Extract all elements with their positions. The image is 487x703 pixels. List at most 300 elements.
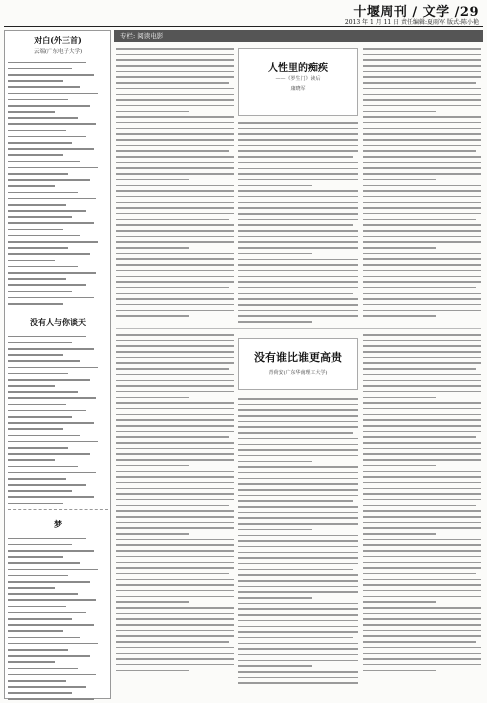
text-line: [8, 253, 90, 255]
sect2-title: 没有人与你谈天: [30, 317, 86, 327]
text-line: [116, 419, 234, 421]
text-line: [363, 419, 481, 421]
text-line: [363, 48, 481, 50]
text-line: [8, 593, 78, 595]
text-line: [238, 557, 358, 559]
text-line: [8, 303, 63, 305]
text-line: [8, 618, 72, 620]
text-line: [238, 472, 358, 474]
text-line: [238, 298, 358, 300]
text-line: [8, 422, 94, 424]
text-line: [116, 99, 234, 101]
text-line: [238, 489, 358, 491]
text-line: [238, 597, 312, 599]
text-line: [363, 641, 476, 643]
text-line: [116, 105, 234, 107]
text-line: [8, 379, 90, 381]
text-line: [238, 276, 358, 278]
text-line: [363, 202, 481, 204]
text-line: [238, 156, 353, 158]
text-line: [363, 150, 476, 152]
text-line: [363, 88, 481, 90]
text-line: [116, 156, 234, 158]
text-line: [238, 603, 358, 605]
text-line: [116, 453, 234, 455]
text-line: [363, 442, 481, 444]
text-line: [8, 655, 90, 657]
text-line: [363, 293, 481, 295]
text-line: [238, 150, 358, 152]
text-line: [8, 235, 80, 237]
text-line: [8, 391, 78, 393]
text-line: [363, 527, 481, 529]
text-line: [8, 198, 96, 200]
text-line: [238, 626, 358, 628]
text-line: [363, 556, 481, 558]
story1-subtitle: ——《罗生门》读后: [275, 76, 321, 82]
text-line: [238, 122, 358, 124]
text-line: [116, 374, 234, 376]
text-line: [8, 674, 96, 676]
text-line: [238, 506, 358, 508]
poem1-title: 对白(外三首): [34, 35, 82, 45]
text-line: [363, 345, 481, 347]
mid-rule: [116, 328, 481, 329]
text-line: [363, 111, 436, 113]
text-line: [238, 466, 358, 468]
text-line: [116, 241, 234, 243]
text-line: [363, 253, 481, 255]
text-line: [363, 340, 481, 342]
text-line: [238, 517, 358, 519]
text-line: [238, 202, 358, 204]
text-line: [116, 544, 234, 546]
text-line: [116, 54, 234, 56]
text-line: [363, 139, 481, 141]
text-line: [116, 505, 229, 507]
text-line: [8, 466, 78, 468]
text-line: [238, 190, 358, 192]
text-line: [363, 402, 481, 404]
text-line: [116, 128, 234, 130]
text-line: [116, 351, 234, 353]
text-line: [116, 82, 229, 84]
text-line: [8, 416, 72, 418]
text-line: [8, 556, 63, 558]
text-line: [363, 391, 481, 393]
text-line: [363, 334, 481, 336]
text-line: [116, 527, 234, 529]
text-line: [8, 86, 80, 88]
issue-line: 2013 年 1 月 11 日 责任编辑:夏雨军 版式:陈小艳: [344, 19, 479, 26]
text-line: [116, 414, 234, 416]
text-line: [363, 65, 481, 67]
text-line: [116, 476, 234, 478]
text-line: [8, 74, 94, 76]
text-line: [116, 357, 234, 359]
text-line: [238, 552, 358, 554]
text-line: [238, 677, 358, 679]
text-line: [363, 59, 481, 61]
text-line: [238, 665, 312, 667]
text-line: [116, 567, 234, 569]
text-line: [363, 425, 481, 427]
text-line: [363, 105, 481, 107]
text-line: [238, 535, 358, 537]
text-line: [238, 461, 312, 463]
text-line: [363, 465, 436, 467]
text-line: [8, 397, 96, 399]
text-line: [8, 266, 78, 268]
text-line: [116, 647, 234, 649]
text-line: [8, 130, 66, 132]
text-line: [116, 408, 234, 410]
text-line: [8, 62, 86, 64]
text-line: [116, 653, 234, 655]
text-line: [238, 304, 358, 306]
text-line: [363, 298, 481, 300]
text-line: [238, 614, 358, 616]
text-line: [238, 591, 358, 593]
upper-col-2b: [238, 122, 358, 327]
text-line: [363, 436, 476, 438]
text-line: [238, 478, 358, 480]
text-line: [363, 471, 481, 473]
text-line: [8, 447, 68, 449]
text-line: [8, 142, 72, 144]
text-line: [8, 367, 98, 369]
text-line: [238, 404, 358, 406]
text-line: [363, 522, 481, 524]
text-line: [8, 496, 94, 498]
text-line: [8, 179, 90, 181]
text-line: [363, 635, 481, 637]
text-line: [238, 281, 358, 283]
text-line: [363, 287, 476, 289]
text-line: [363, 499, 481, 501]
text-line: [363, 264, 481, 266]
text-line: [8, 612, 86, 614]
text-line: [363, 380, 481, 382]
text-line: [363, 539, 481, 541]
text-line: [8, 247, 68, 249]
text-line: [363, 258, 481, 260]
text-line: [363, 76, 481, 78]
text-line: [116, 436, 229, 438]
text-line: [116, 471, 234, 473]
poem1-body: [8, 57, 108, 309]
text-line: [363, 145, 481, 147]
text-line: [363, 414, 481, 416]
text-line: [238, 654, 358, 656]
text-line: [238, 426, 358, 428]
text-line: [363, 431, 481, 433]
text-line: [363, 99, 481, 101]
text-line: [8, 587, 55, 589]
text-line: [116, 670, 189, 672]
text-line: [238, 415, 358, 417]
text-line: [363, 630, 481, 632]
masthead: 十堰周刊 / 文学 /29: [353, 5, 479, 20]
text-line: [8, 410, 86, 412]
text-line: [238, 648, 358, 650]
text-line: [238, 321, 312, 323]
text-line: [363, 281, 481, 283]
text-line: [363, 408, 481, 410]
text-line: [8, 385, 55, 387]
story2-author: 青荷安(广东华南理工大学): [268, 370, 328, 376]
text-line: [116, 88, 234, 90]
text-line: [238, 495, 358, 497]
text-line: [363, 71, 481, 73]
text-line: [238, 224, 353, 226]
text-line: [8, 99, 68, 101]
text-line: [238, 449, 358, 451]
text-line: [238, 162, 358, 164]
text-line: [363, 219, 476, 221]
text-line: [116, 190, 234, 192]
text-line: [363, 315, 436, 317]
text-line: [363, 304, 481, 306]
text-line: [238, 574, 358, 576]
text-line: [238, 213, 358, 215]
text-line: [238, 398, 358, 400]
text-line: [116, 607, 234, 609]
text-line: [363, 230, 481, 232]
poem1-heading: [8, 35, 108, 55]
text-line: [116, 533, 189, 535]
text-line: [363, 562, 481, 564]
text-line: [116, 270, 234, 272]
text-line: [116, 247, 189, 249]
lower-col-1: [116, 334, 234, 675]
text-line: [238, 315, 358, 317]
text-line: [116, 230, 234, 232]
text-line: [363, 247, 436, 249]
text-line: [363, 596, 481, 598]
text-line: [238, 145, 358, 147]
text-line: [8, 148, 94, 150]
text-line: [116, 499, 234, 501]
text-line: [363, 550, 481, 552]
text-line: [8, 272, 96, 274]
text-line: [238, 569, 353, 571]
text-line: [363, 82, 476, 84]
text-line: [116, 173, 234, 175]
text-line: [116, 664, 234, 666]
text-line: [116, 368, 229, 370]
poem3-body: [8, 533, 108, 703]
text-line: [8, 284, 86, 286]
text-line: [238, 608, 358, 610]
text-line: [238, 682, 358, 684]
text-line: [8, 624, 94, 626]
text-line: [116, 162, 234, 164]
text-line: [116, 448, 234, 450]
text-line: [116, 442, 234, 444]
text-line: [116, 111, 189, 113]
text-line: [116, 150, 229, 152]
sect3-heading: [8, 519, 108, 530]
text-line: [363, 196, 481, 198]
text-line: [116, 391, 234, 393]
text-line: [363, 224, 481, 226]
text-line: [363, 54, 481, 56]
text-line: [116, 596, 234, 598]
text-line: [116, 613, 234, 615]
text-line: [116, 264, 234, 266]
text-line: [116, 562, 234, 564]
banner-label: 专栏: 阅读电影: [120, 32, 164, 40]
text-line: [238, 236, 358, 238]
text-line: [238, 523, 358, 525]
text-line: [8, 167, 98, 169]
text-line: [116, 94, 234, 96]
text-line: [8, 216, 72, 218]
text-line: [238, 671, 358, 673]
text-line: [363, 653, 481, 655]
text-line: [363, 351, 481, 353]
text-line: [238, 139, 358, 141]
text-line: [363, 573, 476, 575]
text-line: [116, 425, 234, 427]
text-line: [116, 385, 234, 387]
text-line: [238, 444, 358, 446]
text-line: [116, 179, 189, 181]
poem2-body: [8, 331, 108, 509]
text-line: [363, 544, 481, 546]
text-line: [238, 455, 358, 457]
text-line: [8, 68, 72, 70]
text-line: [8, 435, 80, 437]
text-line: [238, 438, 358, 440]
text-line: [8, 503, 63, 505]
text-line: [116, 139, 234, 141]
poem-separator: [8, 509, 108, 510]
text-line: [238, 310, 358, 312]
text-line: [8, 241, 98, 243]
text-line: [238, 432, 353, 434]
text-line: [363, 664, 481, 666]
text-line: [116, 579, 234, 581]
text-line: [363, 624, 481, 626]
text-line: [238, 500, 353, 502]
text-line: [238, 620, 358, 622]
text-line: [238, 247, 358, 249]
text-line: [238, 637, 353, 639]
text-line: [116, 516, 234, 518]
text-line: [8, 154, 63, 156]
text-line: [363, 590, 481, 592]
upper-col-1: [116, 48, 234, 321]
text-line: [8, 581, 90, 583]
text-line: [363, 448, 481, 450]
text-line: [8, 373, 68, 375]
text-line: [363, 488, 481, 490]
text-line: [116, 624, 234, 626]
text-line: [238, 631, 358, 633]
sect3-title: 梦: [54, 519, 62, 529]
text-line: [363, 601, 436, 603]
text-line: [116, 298, 234, 300]
text-line: [116, 340, 234, 342]
text-line: [116, 397, 189, 399]
text-line: [363, 505, 476, 507]
text-line: [8, 136, 86, 138]
text-line: [116, 76, 234, 78]
text-line: [363, 647, 481, 649]
text-line: [363, 385, 481, 387]
text-line: [363, 482, 481, 484]
text-line: [238, 168, 358, 170]
text-line: [8, 562, 80, 564]
text-line: [238, 264, 358, 266]
text-line: [238, 586, 358, 588]
text-line: [363, 122, 481, 124]
text-line: [116, 202, 234, 204]
text-line: [238, 580, 358, 582]
text-line: [238, 179, 358, 181]
text-line: [116, 488, 234, 490]
text-line: [116, 293, 234, 295]
text-line: [8, 229, 63, 231]
story2-title-box: [238, 338, 358, 390]
text-line: [116, 362, 234, 364]
text-line: [8, 204, 66, 206]
text-line: [8, 297, 94, 299]
text-line: [363, 670, 436, 672]
upper-col-3: [363, 48, 481, 321]
text-line: [363, 453, 481, 455]
text-line: [238, 421, 358, 423]
text-line: [116, 213, 234, 215]
text-line: [363, 579, 481, 581]
text-line: [8, 192, 78, 194]
text-line: [238, 409, 358, 411]
text-line: [8, 185, 55, 187]
story1-title: 人性里的痴疾: [268, 63, 328, 74]
text-line: [238, 529, 312, 531]
text-line: [8, 93, 98, 95]
text-line: [363, 236, 481, 238]
text-line: [363, 310, 481, 312]
text-line: [116, 185, 234, 187]
text-line: [363, 179, 436, 181]
text-line: [116, 573, 229, 575]
text-line: [363, 510, 481, 512]
text-line: [116, 590, 234, 592]
text-line: [116, 167, 234, 169]
text-line: [116, 145, 234, 147]
text-line: [116, 276, 234, 278]
text-line: [116, 65, 234, 67]
text-line: [8, 161, 80, 163]
text-line: [363, 476, 481, 478]
text-line: [363, 241, 481, 243]
text-line: [116, 258, 234, 260]
text-line: [8, 105, 90, 107]
text-line: [363, 167, 481, 169]
text-line: [238, 643, 358, 645]
text-line: [8, 599, 96, 601]
text-line: [116, 334, 234, 336]
text-line: [363, 213, 481, 215]
story1-author: 康晓军: [290, 86, 306, 92]
text-line: [8, 222, 94, 224]
column-banner: [114, 30, 483, 42]
text-line: [8, 360, 80, 362]
text-line: [363, 156, 481, 158]
